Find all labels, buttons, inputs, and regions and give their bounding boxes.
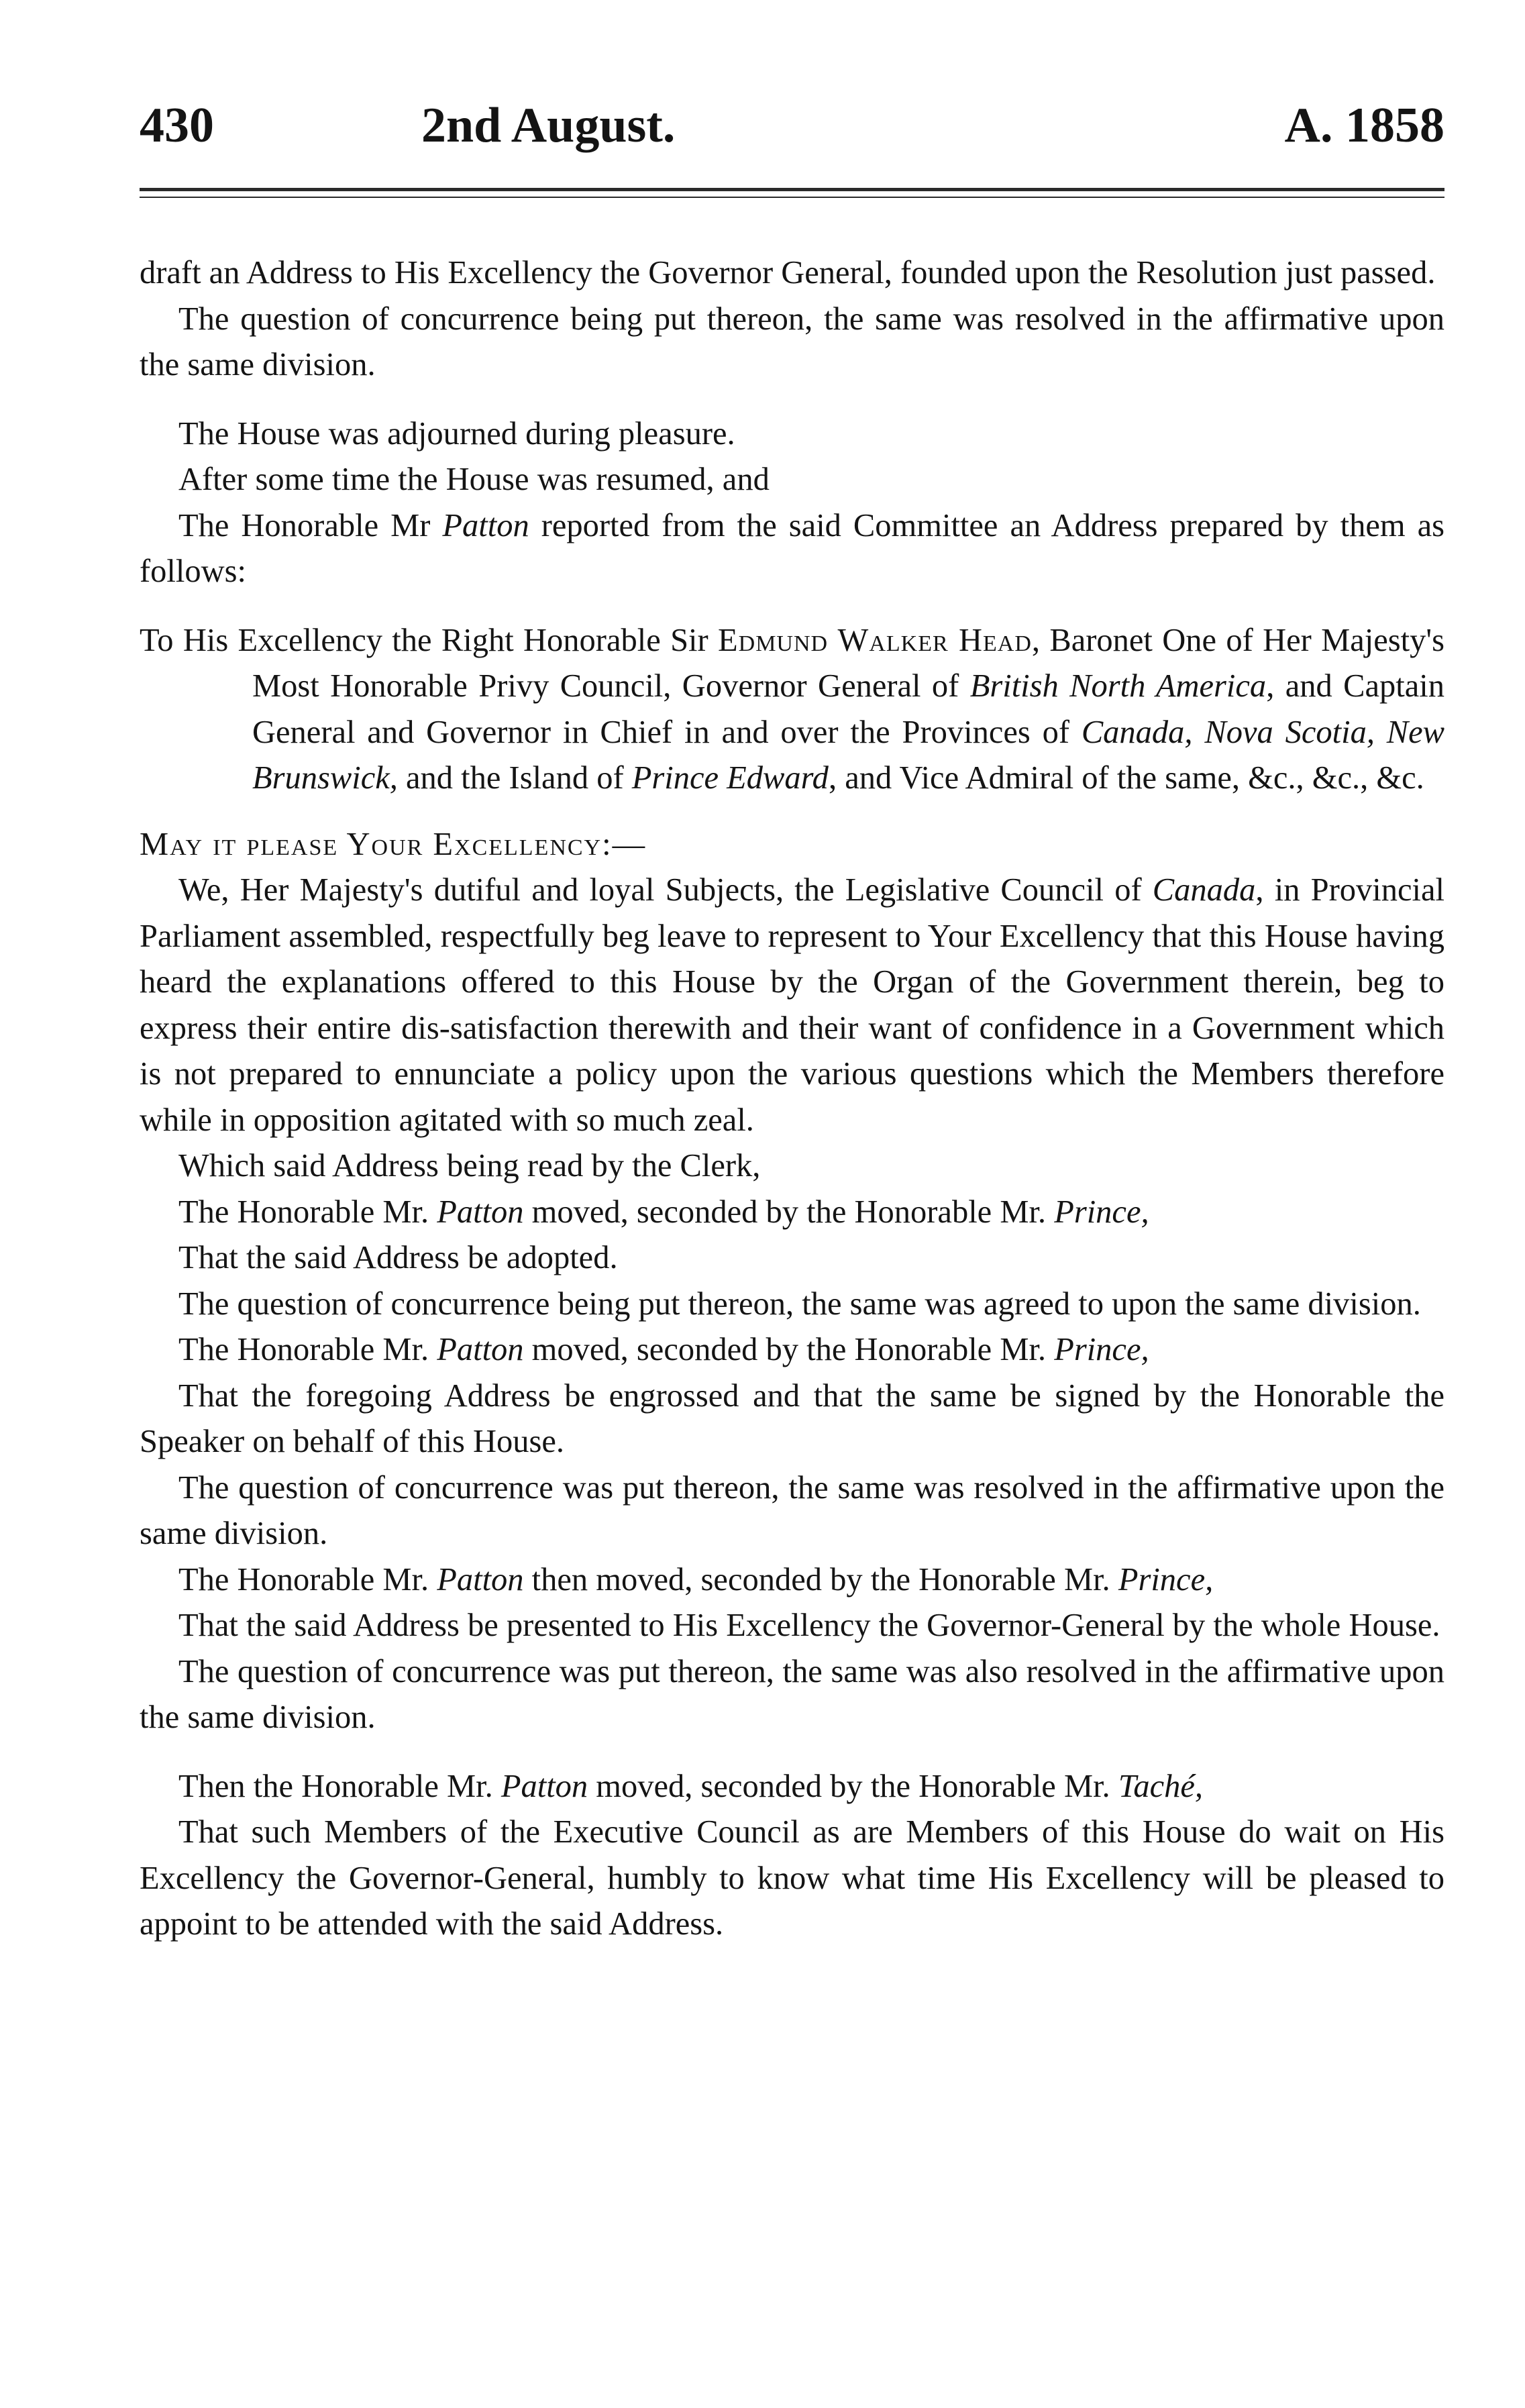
italic-place: British North America: [969, 668, 1267, 704]
italic-name: Patton: [437, 1194, 524, 1230]
paragraph: Which said Address being read by the Clerk,: [178, 1148, 761, 1184]
page-number: 430: [140, 98, 214, 153]
salutation: May it please Your Excellency:—: [140, 826, 647, 862]
italic-name: Prince,: [1118, 1561, 1214, 1598]
paragraph: The question of concurrence was put thereon, the same was also resolved in the affirmative upon the same division.: [140, 1653, 1444, 1735]
paragraph: That the said Address be presented to His Excellency the Governor-General by the whole House.: [178, 1608, 1440, 1643]
governor-name: Edmund Walker Head: [718, 622, 1032, 658]
paragraph: The question of concurrence being put thereon, the same was resolved in the affirmative upon the same division.: [140, 301, 1444, 382]
paragraph: [140, 503, 1444, 595]
paragraph: After some time the House was resumed, and: [178, 462, 770, 497]
italic-place: Canada, Nova Scotia, New Brunswick,: [252, 714, 1444, 796]
running-header: [140, 98, 1465, 181]
paragraph: That the foregoing Address be engrossed and that the same be signed by the Honorable the Speaker on behalf of this House.: [140, 1377, 1444, 1459]
italic-place: Prince Edward: [631, 760, 829, 796]
text-run: moved, seconded by the Honorable Mr.: [588, 1768, 1118, 1804]
text-run: , in Provincial Parliament assembled, respectfully beg leave to represent to Your Excellency that this House having heard the explanations offered to this House by the Organ of the Government therein, beg to express their entire dis-satisfaction therewith and their want of confidence in a Government which is not prepared to ennunciate a policy upon the various questions which the Members therefore while in opposition agitated with so much zeal.: [140, 872, 1445, 1138]
text-run: and the Island of: [397, 760, 632, 796]
italic-name: Patton: [437, 1561, 524, 1598]
paragraph: The question of concurrence being put thereon, the same was agreed to upon the same division.: [178, 1286, 1421, 1322]
paragraph: That such Members of the Executive Council as are Members of this House do wait on His Excellency the Governor-General, humbly to know what time His Excellency will be pleased to appoint to be attended with the said Address.: [140, 1814, 1444, 1942]
italic-name: Taché,: [1118, 1768, 1204, 1804]
page-body: [140, 250, 1444, 1948]
paragraph: That the said Address be adopted.: [178, 1240, 618, 1275]
paragraph: [140, 1190, 1444, 1236]
paragraph: The question of concurrence was put thereon, the same was resolved in the affirmative upon the same division.: [140, 1469, 1444, 1551]
text-run: The Honorable Mr.: [178, 1332, 437, 1367]
header-date: 2nd August.: [421, 98, 676, 153]
italic-name: Patton: [437, 1332, 524, 1367]
text-run: We, Her Majesty's dutiful and loyal Subjects, the Legislative Council of: [178, 872, 1153, 908]
text-run: , and Captain General and Governor in Chief in and over the Provinces of: [252, 668, 1444, 750]
paragraph: [140, 868, 1444, 1143]
header-rule-thick: [140, 188, 1444, 191]
text-run: reported from the said Committee an Address prepared by them as follows:: [140, 507, 1444, 589]
text-run: To His Excellency the Right Honorable Sir: [140, 622, 719, 658]
paragraph: [140, 1764, 1444, 1810]
paragraph: The House was adjourned during pleasure.: [178, 415, 735, 452]
text-run: then moved, seconded by the Honorable Mr.: [523, 1561, 1118, 1598]
text-run: The Honorable Mr.: [178, 1194, 437, 1230]
text-run: , and Vice Admiral of the same, &c., &c., &c.: [828, 760, 1424, 796]
italic-name: Patton: [442, 507, 529, 543]
italic-place: Canada: [1152, 872, 1256, 908]
text-run: The Honorable Mr.: [178, 1561, 437, 1598]
italic-name: Prince,: [1054, 1332, 1149, 1367]
text-run: , Baronet One of Her Majesty's Most Honorable Privy Council, Governor General of: [252, 622, 1444, 704]
text-run: moved, seconded by the Honorable Mr.: [523, 1332, 1055, 1367]
italic-name: Prince,: [1054, 1194, 1149, 1230]
header-rule-thin: [140, 197, 1444, 198]
paragraph: [140, 1557, 1444, 1604]
paragraph: [140, 1327, 1444, 1373]
header-year: A. 1858: [1284, 98, 1444, 153]
text-run: Then the Honorable Mr.: [178, 1768, 501, 1804]
text-run: moved, seconded by the Honorable Mr.: [523, 1194, 1055, 1230]
address-heading: [140, 618, 1444, 802]
paragraph: draft an Address to His Excellency the Governor General, founded upon the Resolution just passed.: [140, 255, 1436, 291]
italic-name: Patton: [501, 1768, 588, 1804]
text-run: The Honorable Mr: [178, 507, 443, 543]
